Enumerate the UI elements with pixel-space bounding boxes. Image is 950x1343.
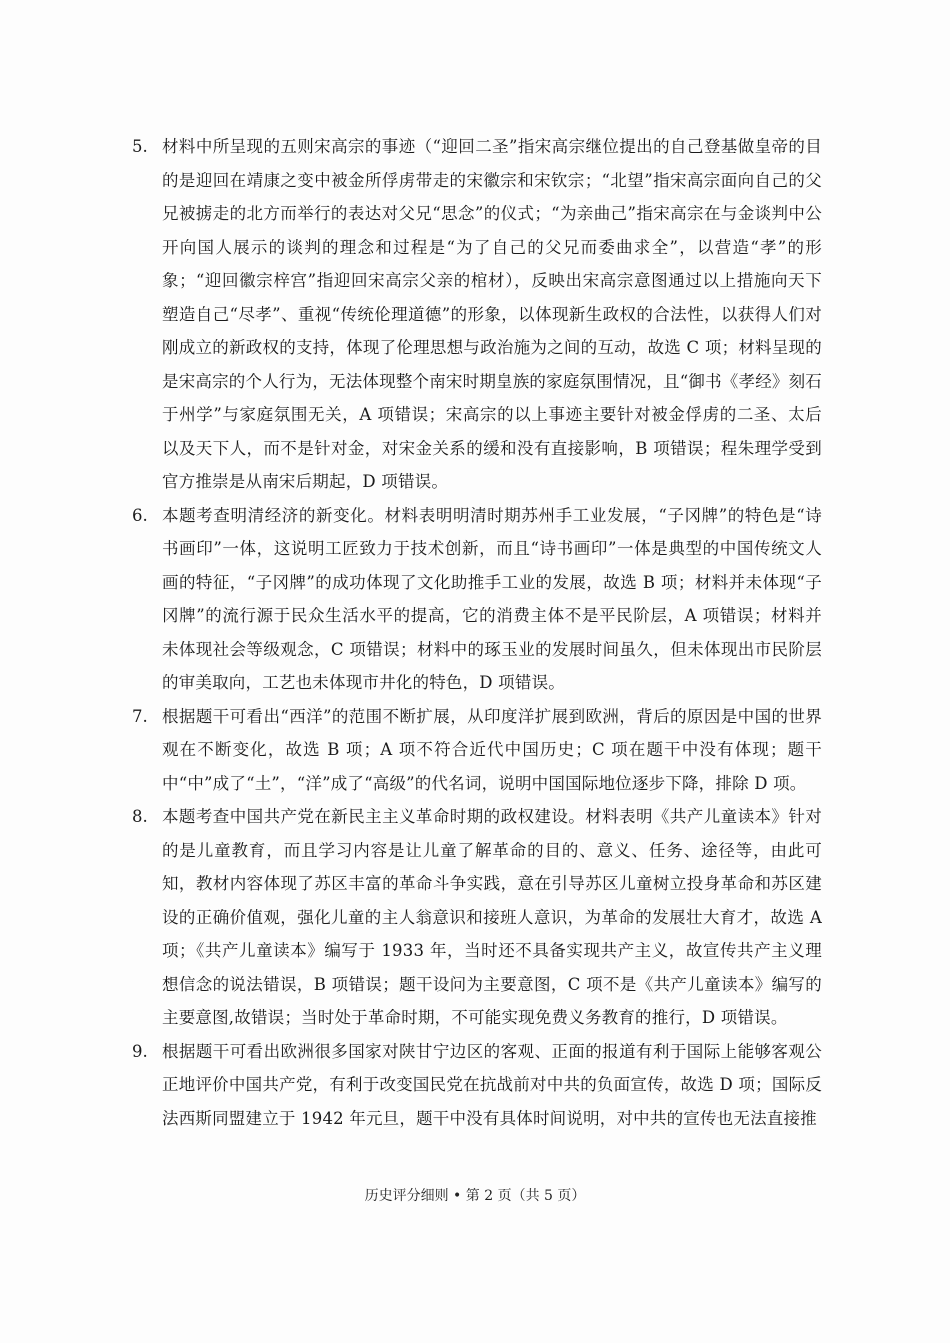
answer-item-9: [132, 1035, 822, 1136]
answer-explanations: [132, 130, 822, 1135]
item-text: 本题考查明清经济的新变化。材料表明明清时期苏州手工业发展，“子冈牌”的特色是“诗书画印”一体，这说明工匠致力于技术创新，而且“诗书画印”一体是典型的中国传统文人画的特征，“子冈牌”的成功体现了文化助推手工业的发展，故选 B 项；材料并未体现“子冈牌”的流行源于民众生活水平的提高，它的消费主体不是平民阶层，A 项错误；材料并未体现社会等级观念，C 项错误；材料中的琢玉业的发展时间虽久，但未体现出市民阶层的审美取向，工艺也未体现市井化的特色，D 项错误。: [162, 505, 822, 692]
answer-item-6: [132, 499, 822, 700]
item-number: 5.: [132, 137, 148, 156]
item-number: 9.: [132, 1041, 148, 1061]
answer-item-8: [132, 800, 822, 1035]
item-text: 根据题干可看出欧洲很多国家对陕甘宁边区的客观、正面的报道有利于国际上能够客观公正地评价中国共产党，有利于改变国民党在抗战前对中共的负面宣传，故选 D 项；国际反法西斯同盟建立于 1942 年元旦，题干中没有具体时间说明，对中共的宣传也无法直接推: [162, 1041, 822, 1128]
answer-item-5: [132, 130, 822, 499]
item-number: 8.: [132, 807, 148, 826]
item-text: 本题考查中国共产党在新民主主义革命时期的政权建设。材料表明《共产儿童读本》针对的是儿童教育，而且学习内容是让儿童了解革命的目的、意义、任务、途径等，由此可知，教材内容体现了苏区丰富的革命斗争实践，意在引导苏区儿童树立投身革命和苏区建设的正确价值观，强化儿童的主人翁意识和接班人意识，为革命的发展壮大育才，故选 A 项；《共产儿童读本》编写于 1933 年，当时还不具备实现共产主义，故宣传共产主义理想信念的说法错误，B 项错误；题干设问为主要意图，C 项不是《共产儿童读本》编写的主要意图,故错误；当时处于革命时期，不可能实现免费义务教育的推行，D 项错误。: [162, 807, 822, 1027]
item-number: 6.: [132, 505, 148, 525]
item-text: 材料中所呈现的五则宋高宗的事迹（“迎回二圣”指宋高宗继位提出的自己登基做皇帝的目的是迎回在靖康之变中被金所俘虏带走的宋徽宗和宋钦宗；“北望”指宋高宗面向自己的父兄被掳走的北方而举行的表达对父兄“思念”的仪式；“为亲曲己”指宋高宗在与金谈判中公开向国人展示的谈判的理念和过程是“为了自己的父兄而委曲求全”，以营造“孝”的形象；“迎回徽宗梓宫”指迎回宋高宗父亲的棺材），反映出宋高宗意图通过以上措施向天下塑造自己“尽孝”、重视“传统伦理道德”的形象，以体现新生政权的合法性，以获得人们对刚成立的新政权的支持，体现了伦理思想与政治施为之间的互动，故选 C 项；材料呈现的是宋高宗的个人行为，无法体现整个南宋时期皇族的家庭氛围情况，且“御书《孝经》刻石于州学”与家庭氛围无关，A 项错误；宋高宗的以上事迹主要针对被金俘虏的二圣、太后以及天下人，而不是针对金，对宋金关系的缓和没有直接影响，B 项错误；程朱理学受到官方推崇是从南宋后期起，D 项错误。: [162, 137, 822, 491]
item-text: 根据题干可看出“西洋”的范围不断扩展，从印度洋扩展到欧洲，背后的原因是中国的世界观在不断变化，故选 B 项；A 项不符合近代中国历史；C 项在题干中没有体现；题干中“中”成了“土”，“洋”成了“高级”的代名词，说明中国国际地位逐步下降，排除 D 项。: [162, 706, 822, 793]
item-number: 7.: [132, 706, 148, 726]
answer-item-7: [132, 700, 822, 801]
page-footer: 历史评分细则 • 第 2 页（共 5 页）: [364, 1188, 586, 1204]
